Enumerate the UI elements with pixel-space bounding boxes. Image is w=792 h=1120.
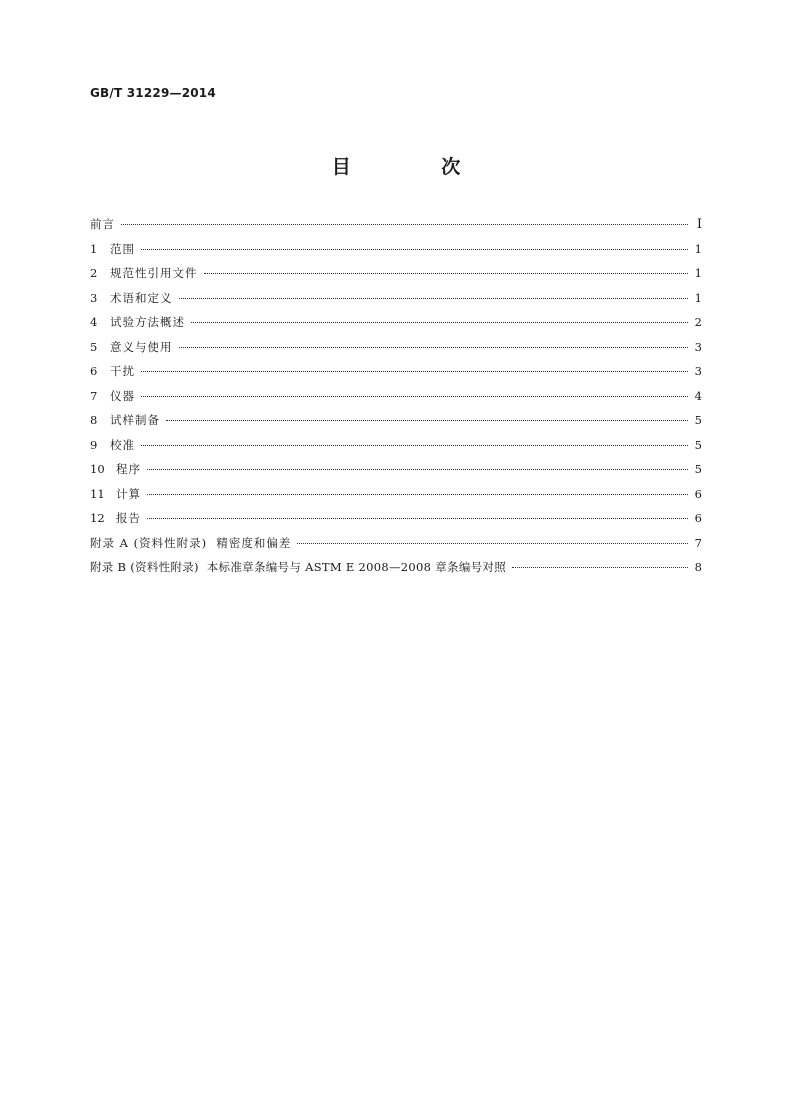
toc-entry-page: 1 [694,266,702,280]
toc-entry-label: 试样制备 [110,413,160,427]
toc-entry-1[interactable] [90,241,702,266]
toc-entry-label: 报告 [116,511,141,525]
toc-entry-9[interactable] [90,437,702,462]
toc-entry-12[interactable] [90,510,702,535]
toc-entry-label: 仪器 [110,388,135,403]
toc-entry-page: 1 [694,241,702,256]
toc-entry-page: 7 [694,535,702,550]
toc-entry-page: 5 [694,462,702,476]
toc-entry-5[interactable] [90,339,702,364]
toc-entry-number: 2 [90,266,98,280]
toc-entry-4[interactable] [90,314,702,339]
toc-entry-number: 3 [90,290,98,305]
toc-entry-11[interactable] [90,486,702,511]
toc-leader [141,444,688,446]
toc-leader [121,223,688,225]
toc-entry-label: 前言 [90,217,115,231]
toc-entry-label: 干扰 [110,364,135,378]
toc-leader [147,517,688,519]
toc-entry-number: 12 [90,511,105,525]
toc-entry-page: 6 [694,486,702,501]
page-title: 目 次 [331,156,503,178]
toc-entry-page: 5 [694,413,702,427]
toc-entry-label: 范围 [110,241,135,256]
toc-entry-label: 附录 B (资料性附录) 本标准章条编号与 ASTM E 2008—2008 章条编号对照 [90,560,507,574]
toc-entry-label: 校准 [110,437,135,452]
toc-entry-page: 8 [694,560,702,574]
toc-entry-2[interactable] [90,265,702,290]
toc-entry-label: 计算 [116,486,141,501]
toc-entry-page: 2 [694,315,702,329]
toc-entry-label: 试验方法概述 [110,315,185,329]
toc-leader [297,542,688,544]
toc-entry-number: 4 [90,315,98,329]
toc-entry-number: 9 [90,437,98,452]
toc-entry-label: 术语和定义 [110,290,173,305]
toc-entry-number: 7 [90,388,98,403]
toc-entry-3[interactable] [90,290,702,315]
toc-entry-page: 6 [694,511,702,525]
toc-entry-page: 4 [694,388,702,403]
toc-entry-number: 1 [90,241,98,256]
toc-entry-label: 意义与使用 [110,339,173,354]
toc-entry-number: 8 [90,413,98,427]
toc-leader [512,566,688,568]
toc-entry-10[interactable] [90,461,702,486]
toc-entry-appendix-a[interactable] [90,535,702,560]
toc-entry-appendix-b[interactable] [90,559,702,584]
toc-leader [141,370,688,372]
toc-entry-number: 6 [90,364,98,378]
toc-entry-page: 3 [694,339,702,354]
toc-entry-label: 规范性引用文件 [110,266,198,280]
toc-entry-8[interactable] [90,412,702,437]
standard-number: GB/T 31229—2014 [90,86,216,100]
toc-leader [179,346,689,348]
toc-leader [179,297,689,299]
toc-entry-page: 3 [694,364,702,378]
toc-entry-number: 10 [90,462,105,476]
toc-leader [147,468,688,470]
toc-entry-number: 5 [90,339,98,354]
toc-entry-page: 5 [694,437,702,452]
toc-leader [147,493,688,495]
toc-entry-foreword[interactable] [90,216,702,241]
toc-leader [166,419,688,421]
toc-leader [204,272,689,274]
toc-entry-page: 1 [694,290,702,305]
toc-entry-label: 程序 [116,462,141,476]
toc-leader [141,248,688,250]
toc-leader [191,321,688,323]
toc-entry-number: 11 [90,486,105,501]
toc-entry-7[interactable] [90,388,702,413]
table-of-contents [90,216,702,584]
toc-leader [141,395,688,397]
toc-entry-6[interactable] [90,363,702,388]
toc-entry-label: 附录 A (资料性附录) 精密度和偏差 [90,535,292,550]
toc-entry-page: Ⅰ [696,217,702,232]
